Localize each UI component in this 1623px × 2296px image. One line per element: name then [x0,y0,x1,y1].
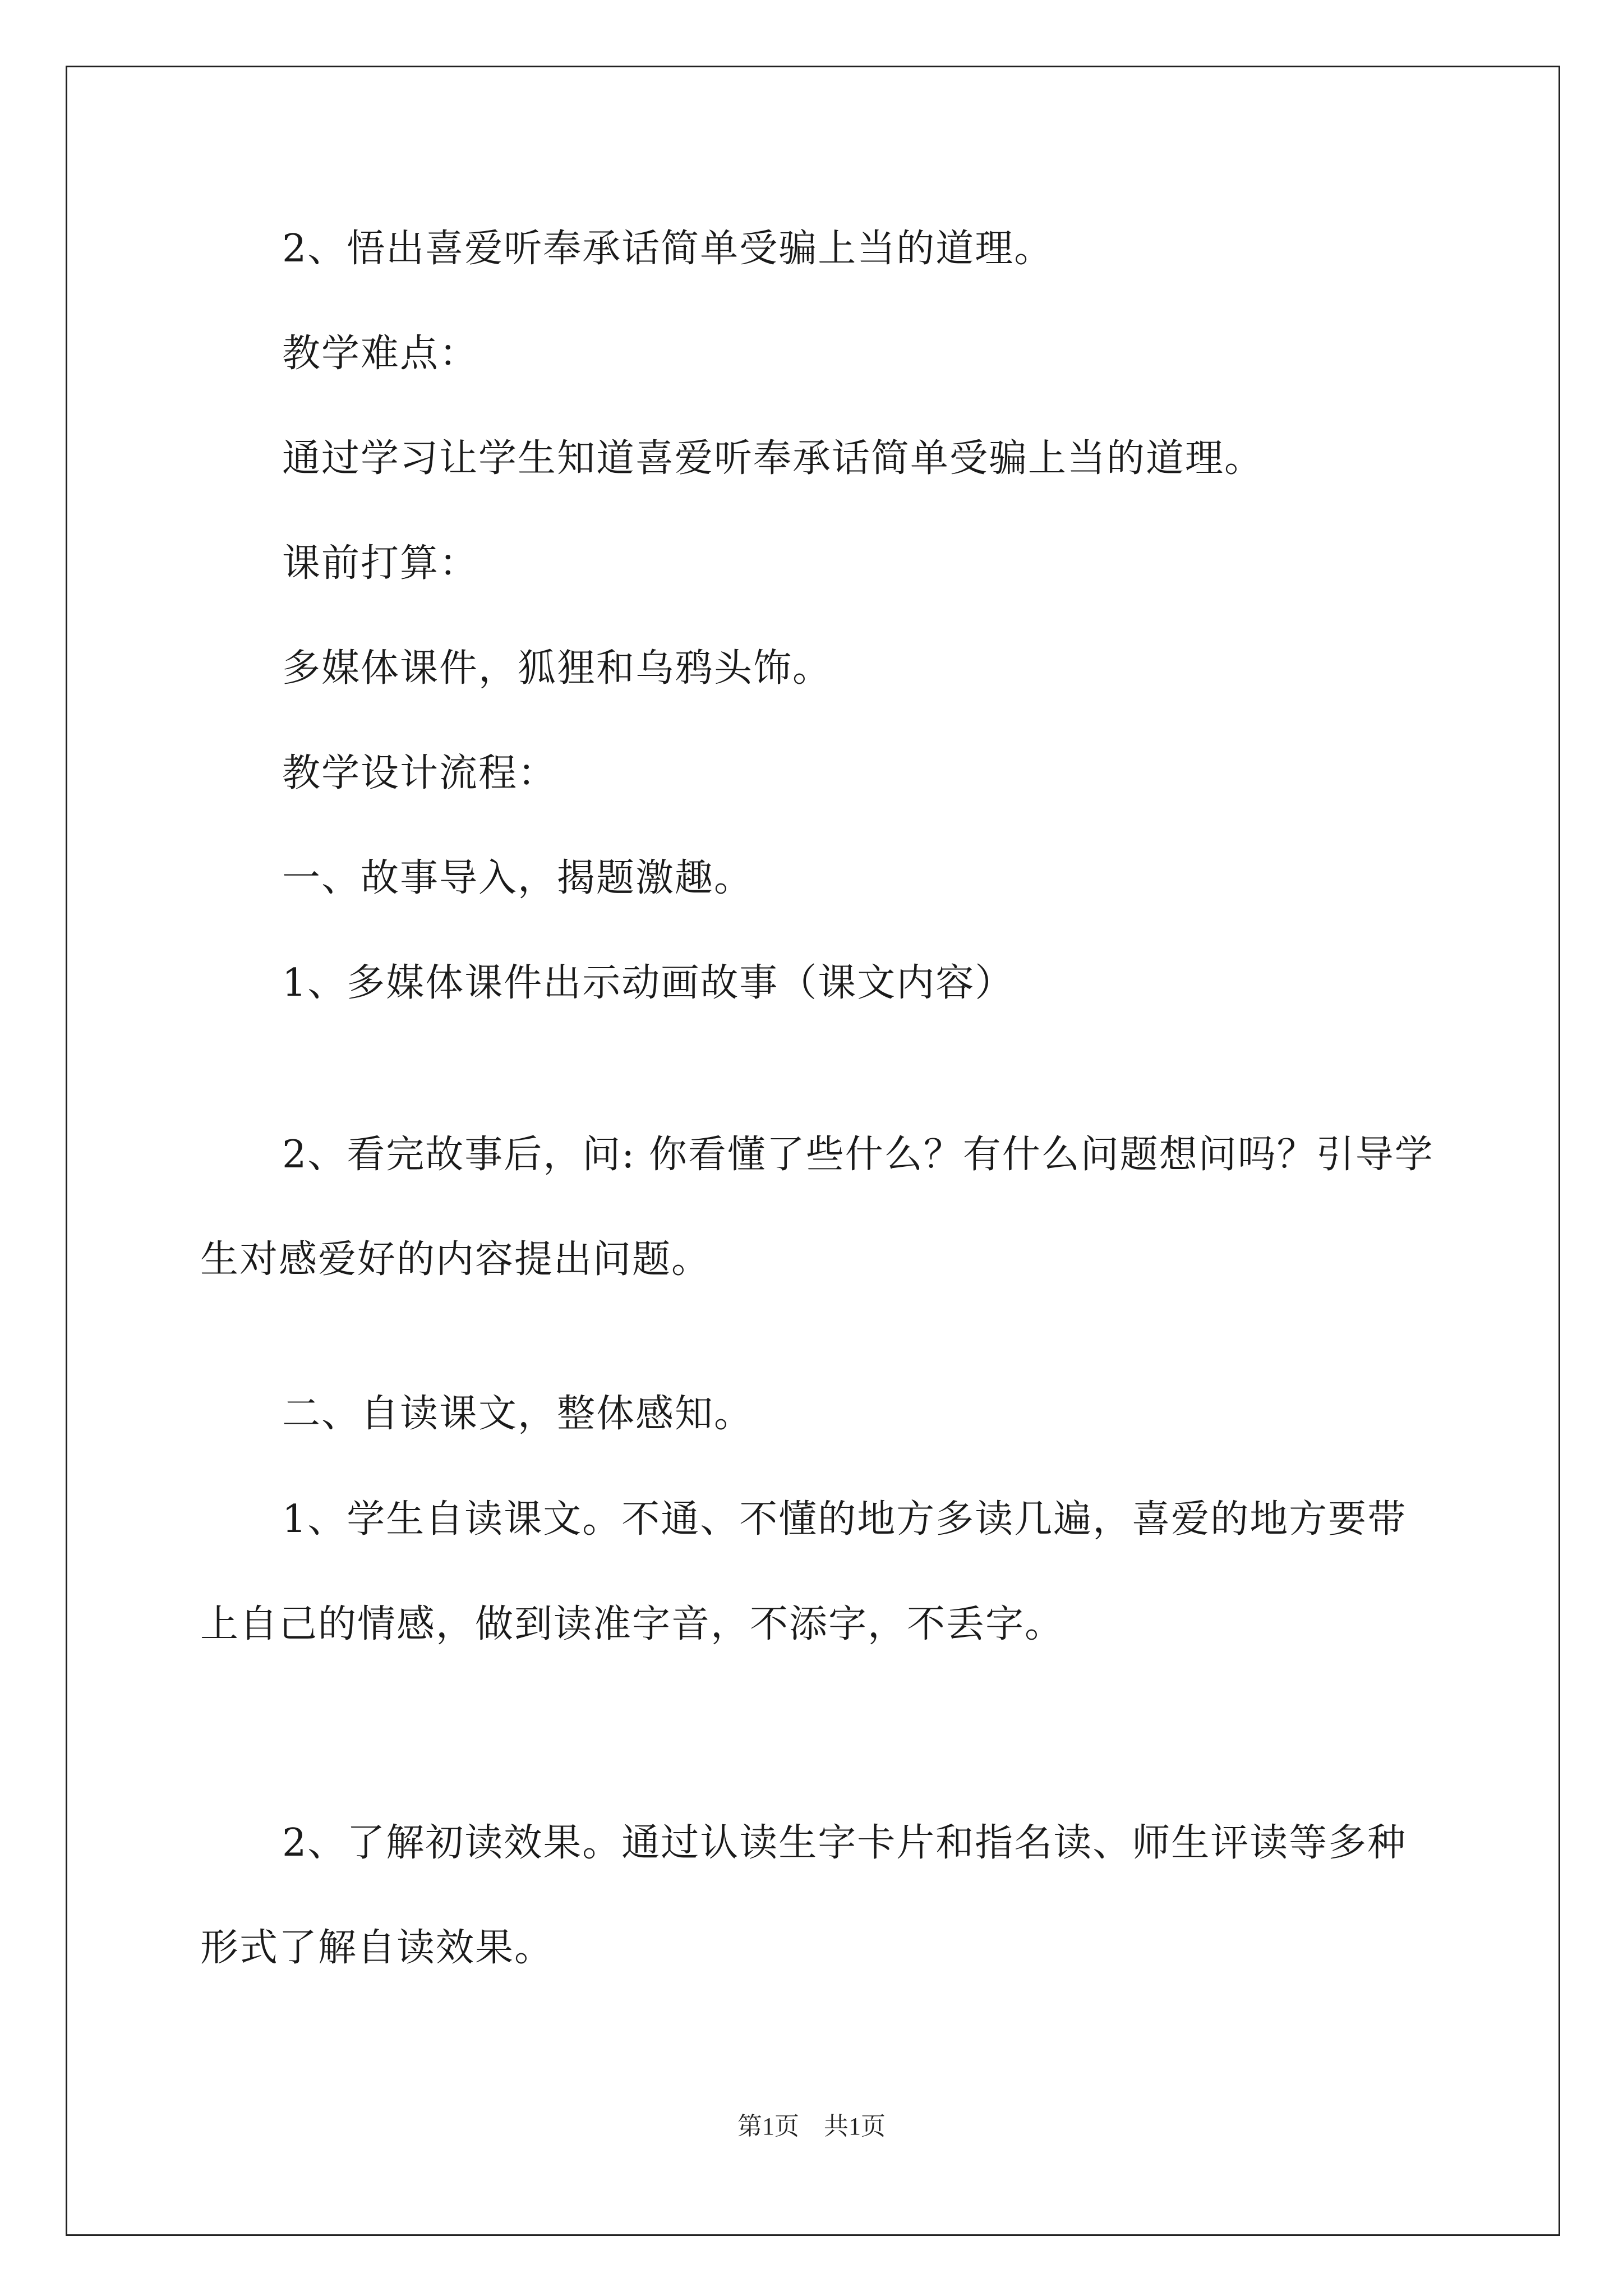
paragraph-step-1-2: 2、看完故事后，问: 你看懂了些什么？有什么问题想问吗？引导学生对感爱好的内容提出问题。 [200,1133,1434,1282]
heading-teaching-difficulty: 教学难点： [282,332,479,376]
paragraph-step-1-1: 1、多媒体课件出示动画故事（课文内容） [282,961,1015,1005]
section-heading-1: 一、故事导入，揭题激趣。 [282,856,754,900]
paragraph-preparation: 多媒体课件，狐狸和乌鸦头饰。 [282,646,832,691]
heading-preparation: 课前打算： [282,541,479,586]
paragraph-difficulty: 通过学习让学生知道喜爱听奉承话简单受骗上当的道理。 [282,436,1264,481]
section-heading-2: 二、自读课文，整体感知。 [282,1392,754,1436]
paragraph-step-2-1: 1、学生自读课文。不通、不懂的地方多读几遍，喜爱的地方要带上自己的情感，做到读准字音，不添字，不丢字。 [200,1497,1407,1646]
paragraph-step-2-2: 2、了解初读效果。通过认读生字卡片和指名读、师生评读等多种形式了解自读效果。 [200,1821,1407,1970]
page-footer: 第1页 共1页 [737,2113,886,2140]
heading-design-flow: 教学设计流程： [282,751,557,795]
paragraph-objective-2: 2、悟出喜爱听奉承话简单受骗上当的道理。 [282,227,1054,271]
